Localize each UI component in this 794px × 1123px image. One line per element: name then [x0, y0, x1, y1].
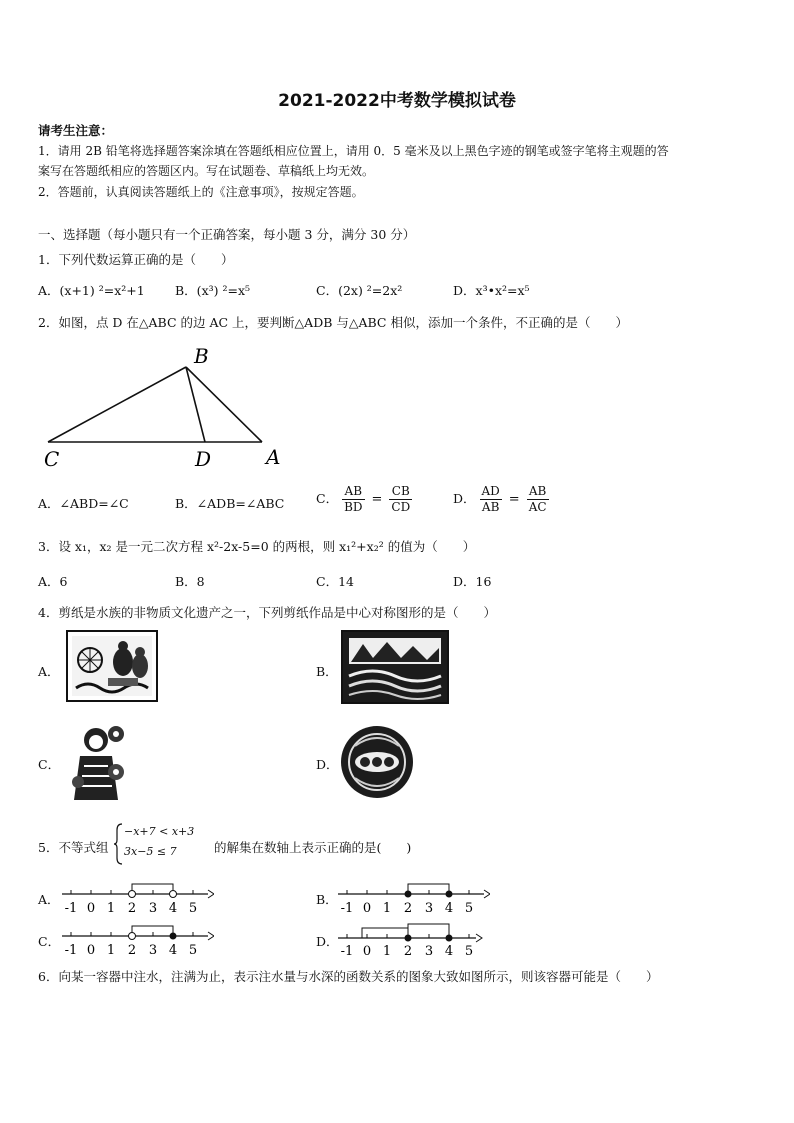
- notice-line-2: 2．答题前，认真阅读答题纸上的《注意事项》，按规定答题。: [38, 185, 364, 199]
- svg-text:1: 1: [106, 901, 116, 916]
- svg-text:5: 5: [464, 901, 474, 916]
- papercut-image-b: [341, 630, 449, 704]
- q4-stem: 4．剪纸是水族的非物质文化遗产之一，下列剪纸作品是中心对称图形的是（ ）: [38, 605, 496, 620]
- q1-stem: 1．下列代数运算正确的是（ ）: [38, 252, 234, 267]
- q2-stem: 2．如图，点 D 在△ABC 的边 AC 上，要判断△ADB 与△ABC 相似，添加一个条件，不正确的是（ ）: [38, 315, 628, 330]
- svg-text:0: 0: [86, 901, 96, 916]
- number-line-c: [58, 922, 214, 958]
- svg-text:2: 2: [403, 944, 413, 958]
- svg-text:3: 3: [424, 944, 434, 958]
- svg-text:2: 2: [403, 901, 413, 916]
- vertex-label-b: B: [194, 344, 209, 368]
- q3-option-b: B．8: [175, 574, 205, 589]
- svg-text:4: 4: [444, 944, 454, 958]
- section-heading: 一、选择题（每小题只有一个正确答案，每小题 3 分，满分 30 分）: [38, 227, 416, 242]
- svg-text:1: 1: [106, 943, 116, 958]
- system-brace: [114, 822, 124, 866]
- q1-option-c: C．(2x) ²=2x²: [316, 283, 403, 298]
- svg-text:-1: -1: [340, 901, 354, 916]
- q4-label-d: D．: [316, 757, 339, 772]
- q4-label-a: A．: [38, 664, 60, 679]
- q3-option-a: A．6: [38, 574, 68, 589]
- inequality-line-2: 3x−5 ≤ 7: [124, 845, 177, 858]
- number-line-a: [58, 880, 214, 916]
- q2-option-c-label: C．: [316, 491, 339, 506]
- q1-option-a: A．(x+1) ²=x²+1: [38, 283, 145, 298]
- inequality-system: [124, 822, 194, 862]
- inequality-line-1: −x+7 < x+3: [124, 825, 195, 838]
- svg-text:3: 3: [148, 901, 158, 916]
- number-line-b: [334, 880, 490, 916]
- q5-stem-prefix: 5．不等式组: [38, 840, 109, 855]
- svg-text:-1: -1: [64, 901, 78, 916]
- svg-text:0: 0: [86, 943, 96, 958]
- triangle-figure: [38, 342, 298, 472]
- fraction-cb-cd: $\frac{CB}{CD}$: [391, 484, 411, 514]
- fraction-ad-ab: $\frac{AD}{AB}$: [481, 484, 500, 514]
- q2-option-c: [316, 484, 412, 515]
- q5-label-a: A．: [38, 892, 60, 907]
- q3-stem: 3．设 x₁，x₂ 是一元二次方程 x²-2x-5=0 的两根，则 x₁²+x₂² 的值为（ ）: [38, 539, 476, 554]
- number-line-d: [334, 922, 490, 958]
- q2-option-a: A．∠ABD=∠C: [38, 496, 129, 511]
- svg-text:0: 0: [362, 901, 372, 916]
- q5-stem-suffix: 的解集在数轴上表示正确的是( ): [214, 840, 412, 855]
- equals-sign: =: [508, 492, 520, 507]
- svg-text:5: 5: [188, 943, 198, 958]
- vertex-label-d: D: [195, 447, 212, 471]
- notice-line-1b: 案写在答题纸相应的答题区内。写在试题卷、草稿纸上均无效。: [38, 164, 375, 178]
- svg-text:1: 1: [382, 944, 392, 958]
- q4-label-b: B．: [316, 664, 338, 679]
- papercut-image-a: [66, 630, 158, 702]
- q3-option-c: C．14: [316, 574, 354, 589]
- q5-label-d: D．: [316, 934, 339, 949]
- fraction-ab-bd: $\frac{AB}{BD}$: [344, 484, 363, 514]
- svg-text:3: 3: [148, 943, 158, 958]
- papercut-image-c: [66, 722, 128, 804]
- svg-text:-1: -1: [340, 944, 354, 958]
- papercut-image-d: [339, 722, 415, 802]
- q6-stem: 6．向某一容器中注水，注满为止，表示注水量与水深的函数关系的图象大致如图所示，则该容器可能是（ ）: [38, 969, 659, 984]
- q1-option-b: B．(x³) ²=x⁵: [175, 283, 251, 298]
- svg-text:-1: -1: [64, 943, 78, 958]
- vertex-label-a: A: [266, 445, 281, 469]
- q2-option-b: B．∠ADB=∠ABC: [175, 496, 285, 511]
- q3-option-d: D．16: [453, 574, 492, 589]
- q2-option-d-label: D．: [453, 491, 476, 506]
- svg-text:2: 2: [127, 901, 137, 916]
- svg-text:4: 4: [168, 943, 178, 958]
- q1-option-d: D．x³•x²=x⁵: [453, 283, 530, 298]
- svg-text:4: 4: [168, 901, 178, 916]
- fraction-ab-ac: $\frac{AB}{AC}$: [528, 484, 547, 514]
- notice-line-1a: 1．请用 2B 铅笔将选择题答案涂填在答题纸相应位置上，请用 0．5 毫米及以上黑色字迹的钢笔或签字笔将主观题的答: [38, 144, 669, 158]
- svg-text:1: 1: [382, 901, 392, 916]
- svg-text:4: 4: [444, 901, 454, 916]
- svg-text:5: 5: [464, 944, 474, 958]
- q4-label-c: C．: [38, 757, 61, 772]
- equals-sign: =: [371, 492, 383, 507]
- q5-label-c: C．: [38, 934, 61, 949]
- exam-title: 2021-2022中考数学模拟试卷: [278, 91, 516, 111]
- q5-label-b: B．: [316, 892, 338, 907]
- svg-text:0: 0: [362, 944, 372, 958]
- q2-option-d: [453, 484, 549, 515]
- svg-text:2: 2: [127, 943, 137, 958]
- notice-heading: 请考生注意：: [38, 123, 114, 138]
- svg-text:3: 3: [424, 901, 434, 916]
- vertex-label-c: C: [44, 447, 60, 471]
- svg-text:5: 5: [188, 901, 198, 916]
